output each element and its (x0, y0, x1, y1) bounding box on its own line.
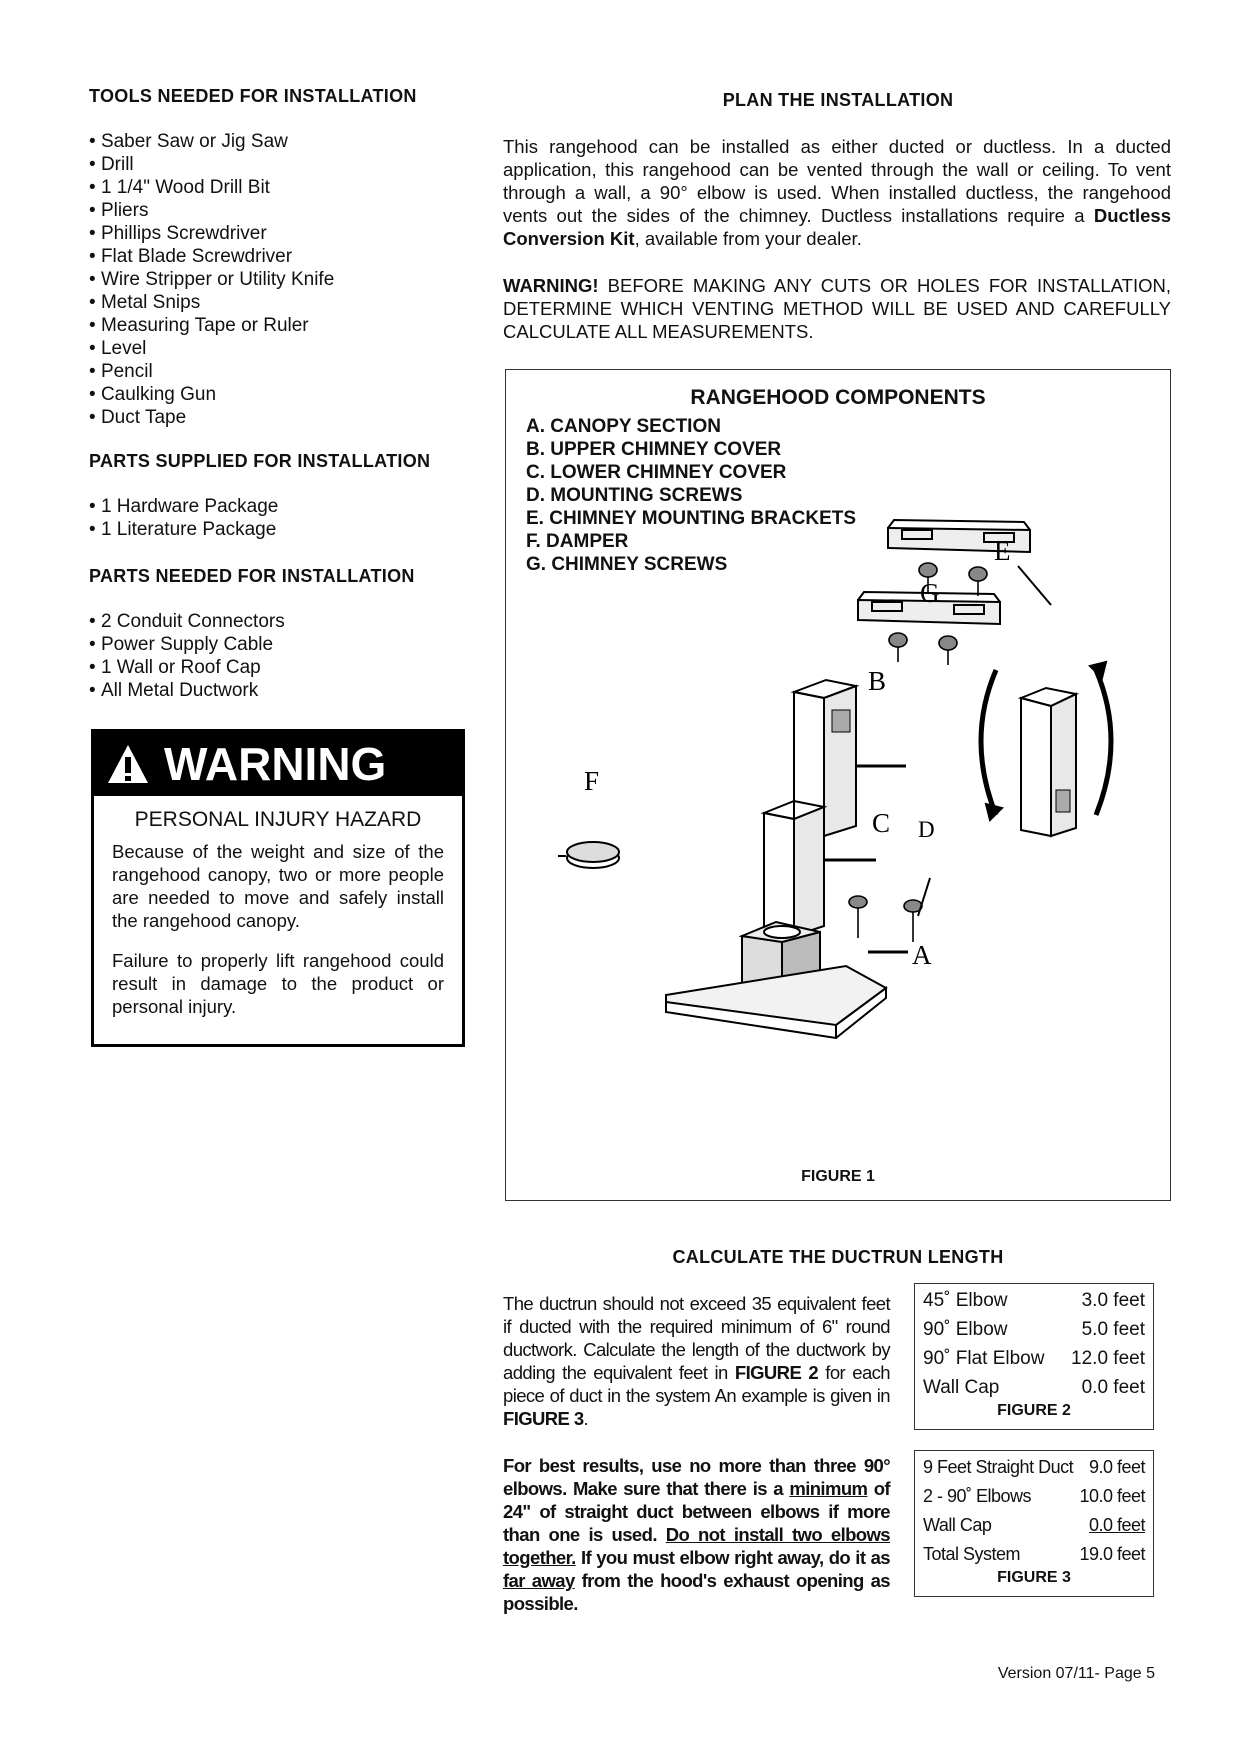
label-g: G (920, 578, 940, 608)
advice-text: of 24" of straight duct between elbows if more than one is used. (503, 1478, 890, 1545)
advice-text: from the hood's exhaust opening as possible. (503, 1570, 890, 1614)
warning-text: BEFORE MAKING ANY CUTS OR HOLES FOR INSTALLATION, DETERMINE WHICH VENTING METHOD WILL BE USED AND CAREFULLY CALCULATE ALL MEASUREMENTS. (503, 275, 1171, 342)
list-item: • 1 Literature Package (89, 518, 278, 541)
figure-3-table (914, 1450, 1154, 1597)
table-row (915, 1511, 1153, 1540)
row-value: 0.0 feet (1088, 1515, 1145, 1535)
label-d: D (918, 817, 935, 842)
table-row (915, 1315, 1153, 1344)
list-item: • 1 Wall or Roof Cap (89, 656, 285, 679)
list-item: • Saber Saw or Jig Saw (89, 130, 334, 153)
row-item: Total System (923, 1544, 1021, 1564)
parts-needed-heading: PARTS NEEDED FOR INSTALLATION (89, 566, 415, 586)
row-value: 19.0 feet (1079, 1544, 1145, 1564)
row-value: 10.0 feet (1079, 1486, 1145, 1506)
rotated-chimney (981, 662, 1111, 836)
warning-text: Failure to properly lift rangehood could result in damage to the product or personal injury. (112, 950, 444, 1017)
label-c: C (872, 808, 891, 838)
table-row (915, 1453, 1153, 1482)
tools-list (89, 130, 334, 429)
figure-ref: FIGURE 3 (503, 1408, 584, 1429)
row-value: 0.0 feet (1081, 1376, 1145, 1398)
kit-name: Ductless Conversion Kit (503, 205, 1171, 249)
row-item: 90˚ Elbow (923, 1318, 1008, 1340)
list-item: • Phillips Screwdriver (89, 222, 334, 245)
list-item: • Flat Blade Screwdriver (89, 245, 334, 268)
lower-chimney (764, 801, 824, 936)
advice-text: far away (503, 1570, 575, 1591)
warning-title: WARNING (164, 738, 387, 790)
row-item: Wall Cap (923, 1515, 992, 1535)
row-item: 9 Feet Straight Duct (923, 1457, 1074, 1477)
ductrun-paragraph (503, 1292, 890, 1430)
page-footer: Version 07/11- Page 5 (997, 1665, 1155, 1682)
list-item: • Metal Snips (89, 291, 334, 314)
figure-caption: FIGURE 2 (997, 1402, 1071, 1419)
warning-label: WARNING! (503, 275, 599, 296)
screws-d (849, 896, 922, 942)
warning-box (91, 729, 465, 1047)
list-item: C. LOWER CHIMNEY COVER (526, 462, 787, 483)
list-item: • Wire Stripper or Utility Knife (89, 268, 334, 291)
damper (558, 842, 619, 868)
warning-subtitle: PERSONAL INJURY HAZARD (134, 808, 422, 831)
label-b: B (868, 666, 887, 696)
figure-title: RANGEHOOD COMPONENTS (690, 386, 986, 409)
label-e: E (994, 536, 1011, 566)
parts-needed-list (89, 610, 285, 702)
plan-warning (503, 274, 1171, 343)
warning-text: Because of the weight and size of the rangehood canopy, two or more people are needed to move and safely install the rangehood canopy. (112, 841, 444, 931)
figure-caption: FIGURE 3 (997, 1569, 1071, 1586)
warning-header (94, 732, 462, 796)
list-item: • Power Supply Cable (89, 633, 285, 656)
list-item: • Pliers (89, 199, 334, 222)
row-value: 3.0 feet (1081, 1289, 1145, 1311)
row-item: 90˚ Flat Elbow (923, 1347, 1045, 1369)
list-item: F. DAMPER (526, 531, 629, 552)
row-value: 12.0 feet (1071, 1347, 1145, 1369)
tools-heading: TOOLS NEEDED FOR INSTALLATION (89, 86, 417, 106)
table-row (915, 1373, 1153, 1402)
table-row (915, 1540, 1153, 1569)
figure-caption: FIGURE 1 (801, 1168, 875, 1185)
list-item: B. UPPER CHIMNEY COVER (526, 439, 782, 460)
list-item: • Pencil (89, 360, 334, 383)
ductrun-text: . (583, 1408, 589, 1429)
table-row (915, 1482, 1153, 1511)
advice-text: If you must elbow right away, do it as (575, 1547, 890, 1568)
warning-triangle-icon (106, 742, 150, 786)
row-value: 5.0 feet (1081, 1318, 1145, 1340)
list-item: • 2 Conduit Connectors (89, 610, 285, 633)
list-item: D. MOUNTING SCREWS (526, 485, 743, 506)
list-item: • Caulking Gun (89, 383, 334, 406)
ductrun-text: The ductrun should not exceed 35 equivalent feet if ducted with the required minimum of 6" round ductwork. Calculate the length of the ductwork by adding the equivalent feet in (503, 1293, 890, 1383)
list-item: • Level (89, 337, 334, 360)
list-item: • 1 Hardware Package (89, 495, 278, 518)
rangehood-diagram (506, 370, 1172, 1202)
table-row (915, 1286, 1153, 1315)
list-item: • All Metal Ductwork (89, 679, 285, 702)
advice-text: minimum (789, 1478, 868, 1499)
row-item: Wall Cap (923, 1376, 1000, 1398)
plan-text: , available from your dealer. (634, 228, 862, 249)
row-item: 45˚ Elbow (923, 1289, 1008, 1311)
list-item: • Duct Tape (89, 406, 334, 429)
row-item: 2 - 90˚ Elbows (923, 1486, 1032, 1506)
list-item: • 1 1/4" Wood Drill Bit (89, 176, 334, 199)
list-item: E. CHIMNEY MOUNTING BRACKETS (526, 508, 857, 529)
list-item: A. CANOPY SECTION (526, 416, 721, 437)
list-item: • Drill (89, 153, 334, 176)
parts-supplied-list (89, 495, 278, 541)
canopy (666, 922, 886, 1038)
ductrun-text: for each piece of duct in the system An example is given in (503, 1362, 890, 1406)
label-a: A (912, 940, 932, 970)
figure-1 (505, 369, 1171, 1201)
parts-supplied-heading: PARTS SUPPLIED FOR INSTALLATION (89, 451, 431, 471)
best-results-paragraph (503, 1454, 890, 1615)
label-f: F (584, 766, 600, 796)
figure-ref: FIGURE 2 (734, 1362, 819, 1383)
table-row (915, 1344, 1153, 1373)
plan-text: This rangehood can be installed as either ducted or ductless. In a ducted application, this rangehood can be vented through the wall or ceiling. To vent through a wall, a 90° elbow is used. When installed ductless, the rangehood vents out the sides of the chimney. Ductless installations require a (503, 136, 1171, 226)
list-item: • Measuring Tape or Ruler (89, 314, 334, 337)
plan-paragraph (503, 135, 1171, 250)
advice-text: For best results, use no more than three 90° elbows. Make sure that there is a (503, 1455, 890, 1499)
figure-2-table (914, 1283, 1154, 1430)
plan-heading: PLAN THE INSTALLATION (722, 90, 954, 110)
list-item: G. CHIMNEY SCREWS (526, 554, 728, 575)
row-value: 9.0 feet (1088, 1457, 1145, 1477)
ductrun-heading: CALCULATE THE DUCTRUN LENGTH (672, 1247, 1004, 1267)
advice-text: Do not install two elbows together. (503, 1524, 890, 1568)
